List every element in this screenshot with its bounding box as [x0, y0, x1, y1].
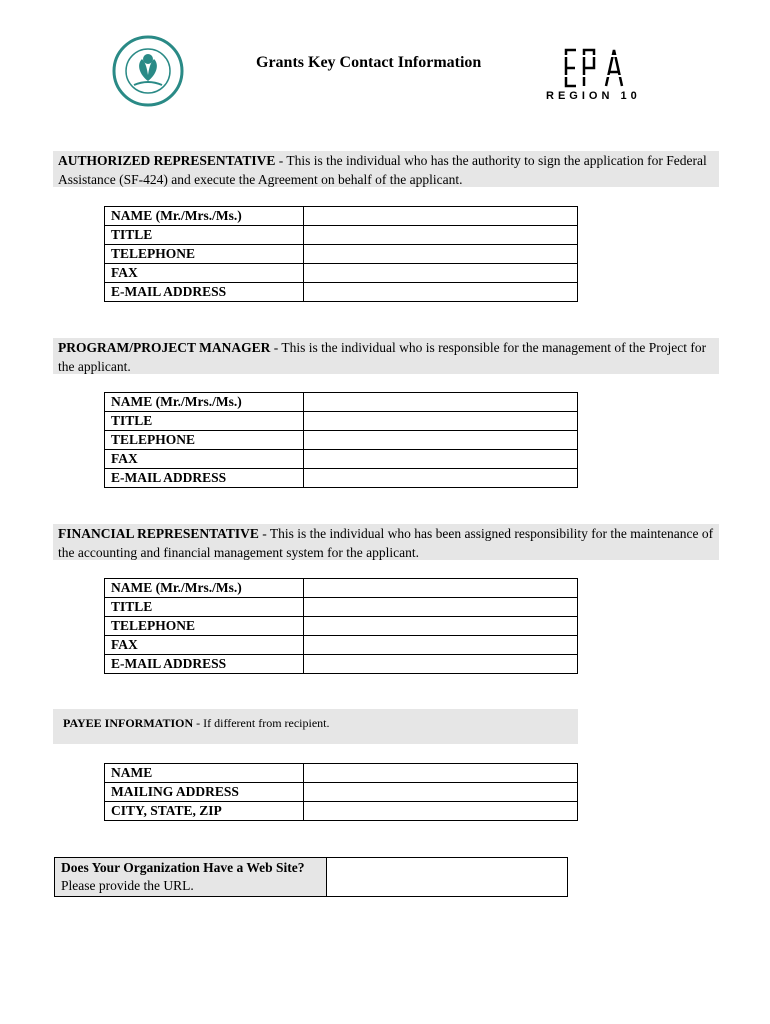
name-input[interactable] — [304, 393, 578, 412]
section-description: - This is the individual who has the authority to sign the application for Federal Assistance (SF-424) and execute the Agreement on behalf of the applicant. — [58, 153, 707, 187]
field-label: FAX — [105, 264, 304, 283]
title-input[interactable] — [304, 226, 578, 245]
telephone-input[interactable] — [304, 617, 578, 636]
epa-seal-logo — [112, 35, 184, 107]
email-input[interactable] — [304, 283, 578, 302]
section-payee-information — [53, 709, 578, 744]
table-row — [105, 226, 578, 245]
fax-input[interactable] — [304, 264, 578, 283]
website-question — [55, 858, 327, 897]
table-row — [105, 450, 578, 469]
table-row — [105, 469, 578, 488]
table-row — [105, 579, 578, 598]
table-row — [55, 858, 568, 897]
section-financial-representative — [53, 524, 719, 560]
section-heading: FINANCIAL REPRESENTATIVE — [58, 526, 259, 541]
table-row — [105, 431, 578, 450]
section-heading: PROGRAM/PROJECT MANAGER — [58, 340, 271, 355]
fax-input[interactable] — [304, 636, 578, 655]
fax-input[interactable] — [304, 450, 578, 469]
field-label: TITLE — [105, 226, 304, 245]
field-label: TELEPHONE — [105, 617, 304, 636]
section-authorized-representative — [53, 151, 719, 187]
table-row — [105, 636, 578, 655]
table-row — [105, 655, 578, 674]
region-label: REGION 10 — [546, 90, 641, 102]
table-row — [105, 617, 578, 636]
payee-name-input[interactable] — [304, 764, 578, 783]
field-label: TELEPHONE — [105, 245, 304, 264]
field-label: TELEPHONE — [105, 431, 304, 450]
section-description: - This is the individual who is responsible for the management of the Project for the applicant. — [58, 340, 707, 374]
payee-table — [104, 763, 578, 821]
project-manager-table — [104, 392, 578, 488]
website-question-bold: Does Your Organization Have a Web Site? — [61, 860, 305, 875]
name-input[interactable] — [304, 579, 578, 598]
field-label: E-MAIL ADDRESS — [105, 469, 304, 488]
section-heading: AUTHORIZED REPRESENTATIVE — [58, 153, 276, 168]
email-input[interactable] — [304, 655, 578, 674]
field-label: NAME (Mr./Mrs./Ms.) — [105, 579, 304, 598]
table-row — [105, 783, 578, 802]
telephone-input[interactable] — [304, 431, 578, 450]
table-row — [105, 207, 578, 226]
field-label: TITLE — [105, 598, 304, 617]
section-program-project-manager — [53, 338, 719, 374]
field-label: NAME — [105, 764, 304, 783]
table-row — [105, 598, 578, 617]
website-url-input[interactable] — [327, 858, 568, 897]
title-input[interactable] — [304, 598, 578, 617]
mailing-address-input[interactable] — [304, 783, 578, 802]
table-row — [105, 764, 578, 783]
field-label: MAILING ADDRESS — [105, 783, 304, 802]
field-label: E-MAIL ADDRESS — [105, 655, 304, 674]
table-row — [105, 412, 578, 431]
table-row — [105, 245, 578, 264]
table-row — [105, 393, 578, 412]
authorized-representative-table — [104, 206, 578, 302]
email-input[interactable] — [304, 469, 578, 488]
field-label: NAME (Mr./Mrs./Ms.) — [105, 207, 304, 226]
website-question-rest: Please provide the URL. — [61, 878, 194, 893]
telephone-input[interactable] — [304, 245, 578, 264]
field-label: TITLE — [105, 412, 304, 431]
field-label: FAX — [105, 450, 304, 469]
table-row — [105, 264, 578, 283]
field-label: CITY, STATE, ZIP — [105, 802, 304, 821]
page-title: Grants Key Contact Information — [256, 54, 482, 71]
field-label: E-MAIL ADDRESS — [105, 283, 304, 302]
financial-representative-table — [104, 578, 578, 674]
title-input[interactable] — [304, 412, 578, 431]
website-table — [54, 857, 568, 897]
field-label: FAX — [105, 636, 304, 655]
name-input[interactable] — [304, 207, 578, 226]
table-row — [105, 283, 578, 302]
table-row — [105, 802, 578, 821]
section-description: - This is the individual who has been assigned responsibility for the maintenance of the accounting and financial management system for the applicant. — [58, 526, 714, 560]
section-description: - If different from recipient. — [193, 716, 330, 730]
field-label: NAME (Mr./Mrs./Ms.) — [105, 393, 304, 412]
section-heading: PAYEE INFORMATION — [63, 716, 194, 730]
city-state-zip-input[interactable] — [304, 802, 578, 821]
